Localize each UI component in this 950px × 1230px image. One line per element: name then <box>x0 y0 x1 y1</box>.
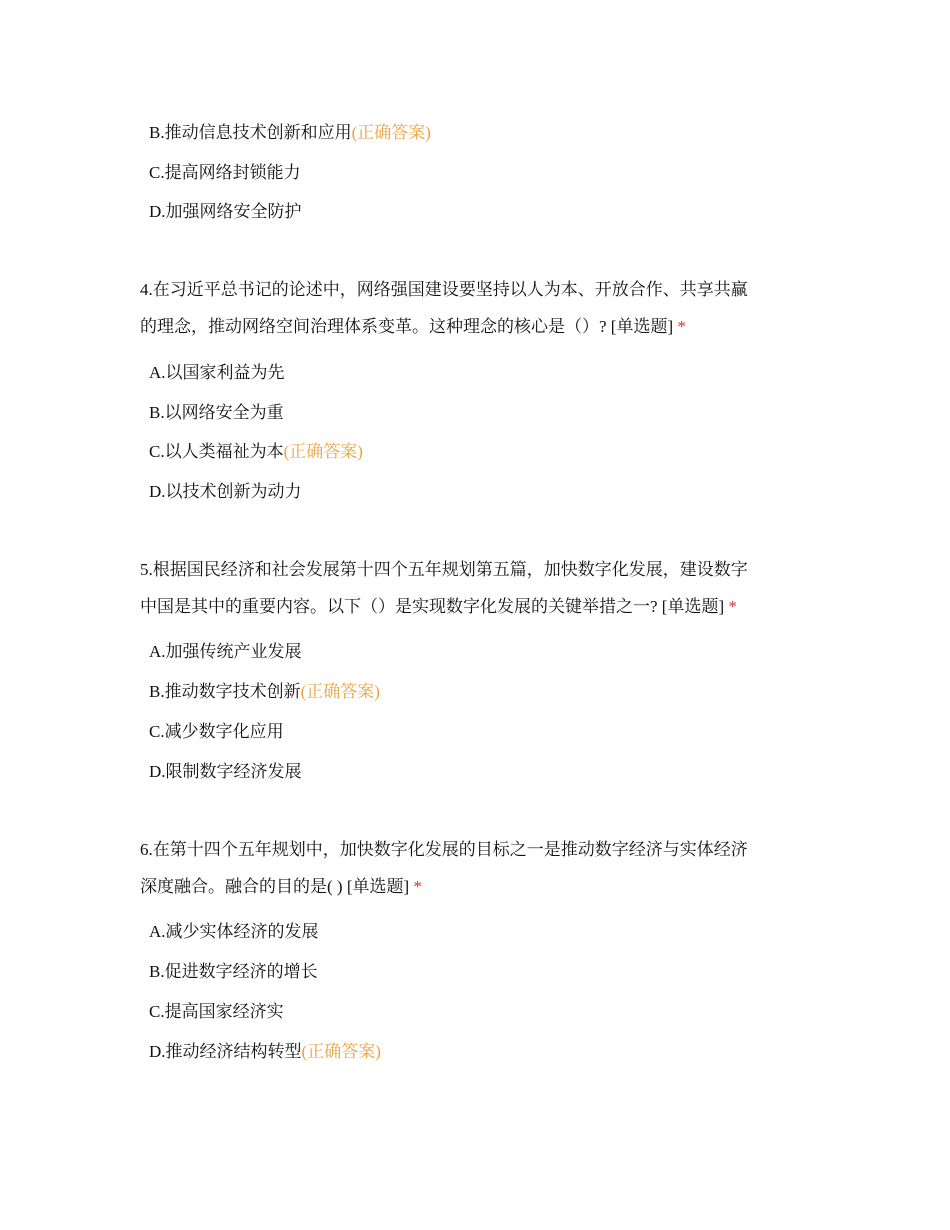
required-mark: * <box>677 317 686 336</box>
q4-option-b <box>149 402 284 424</box>
correct-answer-tag: (正确答案) <box>283 442 363 461</box>
question-type: [单选题] <box>661 597 725 616</box>
q6-option-c <box>149 1001 284 1023</box>
option-label: B.以网络安全为重 <box>149 403 284 422</box>
q3-option-b <box>149 122 431 144</box>
option-label: D.限制数字经济发展 <box>149 762 302 781</box>
q6-text-line-2 <box>140 876 422 898</box>
question-text: 深度融合。融合的目的是( ) <box>140 877 343 896</box>
q4-option-d <box>149 481 302 503</box>
required-mark: * <box>413 877 422 896</box>
option-label: C.减少数字化应用 <box>149 722 284 741</box>
q5-text-line-1: 5.根据国民经济和社会发展第十四个五年规划第五篇，加快数字化发展，建设数字 <box>140 560 748 579</box>
q6-text-line-1: 6.在第十四个五年规划中，加快数字化发展的目标之一是推动数字经济与实体经济 <box>140 840 748 859</box>
q4-text-line-1: 4.在习近平总书记的论述中，网络强国建设要坚持以人为本、开放合作、共享共赢 <box>140 280 748 299</box>
q4-text-line-2 <box>140 316 686 338</box>
correct-answer-tag: (正确答案) <box>301 1042 381 1061</box>
option-label: D.推动经济结构转型 <box>149 1042 302 1061</box>
option-label: C.提高网络封锁能力 <box>149 163 301 182</box>
question-text: 的理念，推动网络空间治理体系变革。这种理念的核心是（）? <box>140 317 607 336</box>
option-label: B.推动信息技术创新和应用 <box>149 123 352 142</box>
q6-option-a <box>149 921 319 943</box>
q4-option-c <box>149 441 363 463</box>
option-label: C.提高国家经济实 <box>149 1002 284 1021</box>
correct-answer-tag: (正确答案) <box>351 123 431 142</box>
q6-option-d <box>149 1041 381 1063</box>
option-label: D.加强网络安全防护 <box>149 202 302 221</box>
option-label: C.以人类福祉为本 <box>149 442 284 461</box>
q6-option-b <box>149 961 318 983</box>
q5-option-d <box>149 761 302 783</box>
q3-option-c <box>149 162 301 184</box>
q5-option-a <box>149 641 302 663</box>
question-type: [单选题] <box>610 317 674 336</box>
q3-option-d <box>149 201 302 223</box>
required-mark: * <box>728 597 737 616</box>
option-label: D.以技术创新为动力 <box>149 482 302 501</box>
q5-text-line-2 <box>140 596 737 618</box>
option-label: A.以国家利益为先 <box>149 363 285 382</box>
q5-option-c <box>149 721 284 743</box>
option-label: A.加强传统产业发展 <box>149 642 302 661</box>
q4-option-a <box>149 362 285 384</box>
q5-option-b <box>149 681 380 703</box>
option-label: B.推动数字技术创新 <box>149 682 301 701</box>
option-label: B.促进数字经济的增长 <box>149 962 318 981</box>
option-label: A.减少实体经济的发展 <box>149 922 319 941</box>
correct-answer-tag: (正确答案) <box>300 682 380 701</box>
question-type: [单选题] <box>346 877 410 896</box>
question-text: 中国是其中的重要内容。以下（）是实现数字化发展的关键举措之一? <box>140 597 658 616</box>
